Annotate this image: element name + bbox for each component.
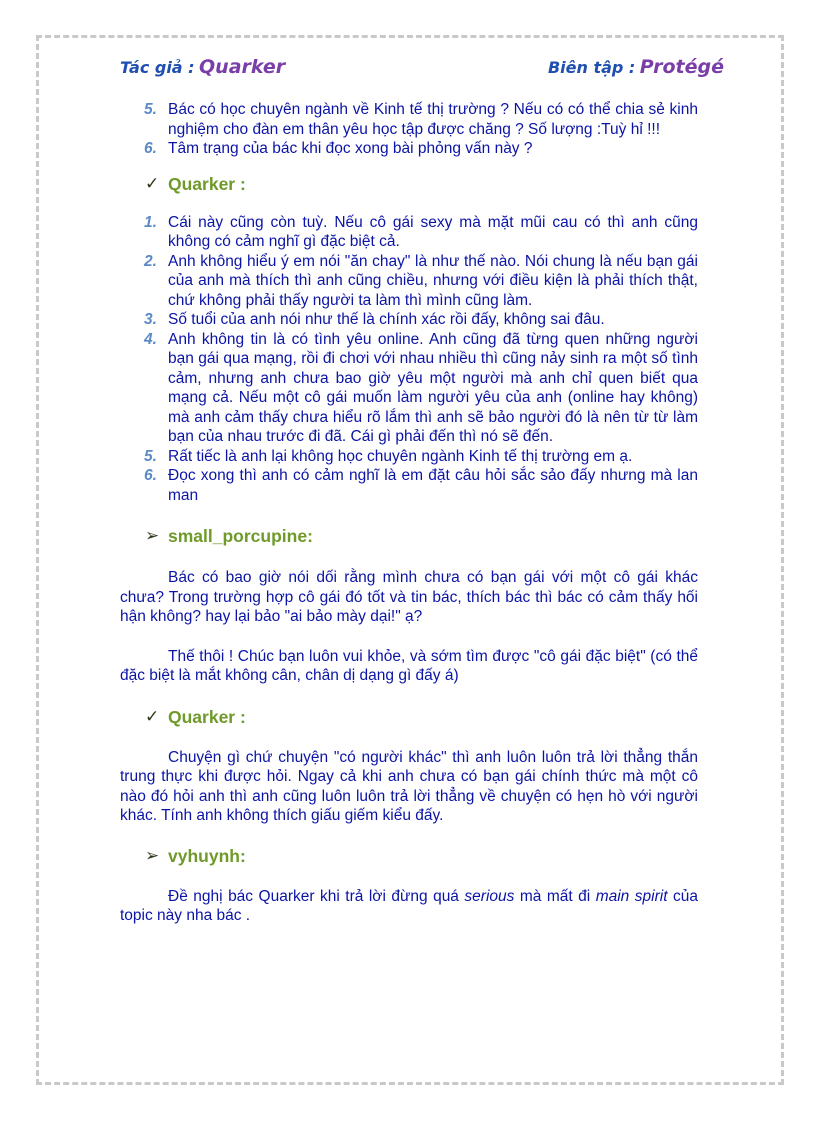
question-number: 6. <box>144 140 157 157</box>
answer-number: 6. <box>144 467 157 484</box>
answer-list <box>120 213 698 506</box>
paragraph: Chuyện gì chứ chuyện "có người khác" thì anh luôn luôn trả lời thẳng thắn trung thực khi được hỏi. Ngay cả khi anh chưa có bạn gái chính thức mà một cô nào đó hỏi anh thì anh cũng luôn luôn trả lời thẳng về chuyện có hẹn hò với người khác. Tính anh không thích giấu giếm kiểu đấy. <box>120 748 698 824</box>
answer-item <box>120 252 698 311</box>
speaker-name: vyhuynh: <box>168 845 246 866</box>
answer-text: Anh không tin là có tình yêu online. Anh cũng đã từng quen những người bạn gái qua mạng, rồi đi chơi với nhau nhiều thì cũng nảy sinh ra một số tình cảm, nhưng anh chưa bao giờ yêu một người mà anh chỉ quen biết qua mạng cả. Nếu một cô gái muốn làm người yêu của anh (online hay không) mà anh cảm thấy chưa hiểu rõ lắm thì anh sẽ bảo người đó là nên từ từ làm bạn của nhau trước đi đã. Cái gì phải đến thì nó sẽ đến. <box>168 330 698 445</box>
answer-item <box>120 466 698 505</box>
text-run: của topic này nha bác . <box>120 887 698 924</box>
answer-text: Đọc xong thì anh có cảm nghĩ là em đặt câu hỏi sắc sảo đấy nhưng mà lan man <box>168 467 698 504</box>
article-body <box>120 100 698 926</box>
question-text: Bác có học chuyên ngành về Kinh tế thị trường ? Nếu có có thể chia sẻ kinh nghiệm cho đàn em thân yêu học tập được chăng ? Số lượng :Tuỳ hỉ !!! <box>168 101 698 138</box>
page-header <box>120 56 724 82</box>
answer-item <box>120 213 698 252</box>
arrow-bullet-icon: ➢ <box>145 845 160 865</box>
paragraph: Thế thôi ! Chúc bạn luôn vui khỏe, và sớm tìm được "cô gái đặc biệt" (có thể đặc biệt là mắt không cân, chân dị dạng gì đấy á) <box>120 647 698 684</box>
text-run: mà mất đi <box>514 887 596 905</box>
author-name: Quarker <box>199 56 286 78</box>
answer-number: 4. <box>144 330 157 348</box>
speaker-name: Quarker : <box>168 173 246 194</box>
speaker-heading-quarker <box>120 706 698 728</box>
answer-item <box>120 330 698 447</box>
answer-number: 5. <box>144 447 157 465</box>
italic-run: main spirit <box>595 887 668 905</box>
answer-item <box>120 447 698 467</box>
speaker-heading-quarker <box>120 173 698 195</box>
speaker-heading-vyhuynh <box>120 845 698 867</box>
question-list <box>120 100 698 159</box>
author-label: Tác giả : <box>120 58 195 77</box>
question-text: Tâm trạng của bác khi đọc xong bài phỏng vấn này ? <box>168 140 533 157</box>
arrow-bullet-icon: ➢ <box>145 526 160 545</box>
answer-item <box>120 310 698 330</box>
answer-text: Anh không hiểu ý em nói "ăn chay" là như thế nào. Nói chung là nếu bạn gái của anh mà thích thì anh cũng chiều, nhưng với điều kiện là phải thích thật, chứ không phải thấy người ta làm thì mình cũng làm. <box>168 252 698 309</box>
paragraph <box>120 887 698 926</box>
answer-text: Số tuổi của anh nói như thế là chính xác rồi đấy, không sai đâu. <box>168 311 605 328</box>
speaker-name: Quarker : <box>168 706 246 727</box>
question-number: 5. <box>144 101 157 118</box>
editor-label: Biên tập : <box>547 58 636 77</box>
answer-number: 3. <box>144 311 157 328</box>
paragraph: Bác có bao giờ nói dối rằng mình chưa có bạn gái với một cô gái khác chưa? Trong trường hợp cô gái đó tốt và tin bác, thích bác thì bác có cảm thấy hối hận không? hay lại bảo "ai bảo mày dại!" ạ? <box>120 569 698 625</box>
answer-text: Cái này cũng còn tuỳ. Nếu cô gái sexy mà mặt mũi cau có thì anh cũng không có cảm nghĩ gì đặc biệt cả. <box>168 213 698 250</box>
question-item <box>120 139 698 159</box>
checkmark-icon: ✓ <box>145 706 160 726</box>
answer-number: 1. <box>144 213 157 231</box>
editor-credit <box>548 56 724 78</box>
speaker-name: small_porcupine: <box>168 526 313 546</box>
italic-run: serious <box>464 887 515 905</box>
question-item <box>120 100 698 139</box>
text-run: Đề nghị bác Quarker khi trả lời đừng quá <box>168 887 465 905</box>
author-credit <box>120 56 285 78</box>
checkmark-icon: ✓ <box>145 173 160 193</box>
speaker-heading-small-porcupine <box>120 525 698 547</box>
answer-text: Rất tiếc là anh lại không học chuyên ngành Kinh tế thị trường em ạ. <box>168 447 633 465</box>
answer-number: 2. <box>144 252 157 270</box>
editor-name: Protégé <box>639 56 724 78</box>
